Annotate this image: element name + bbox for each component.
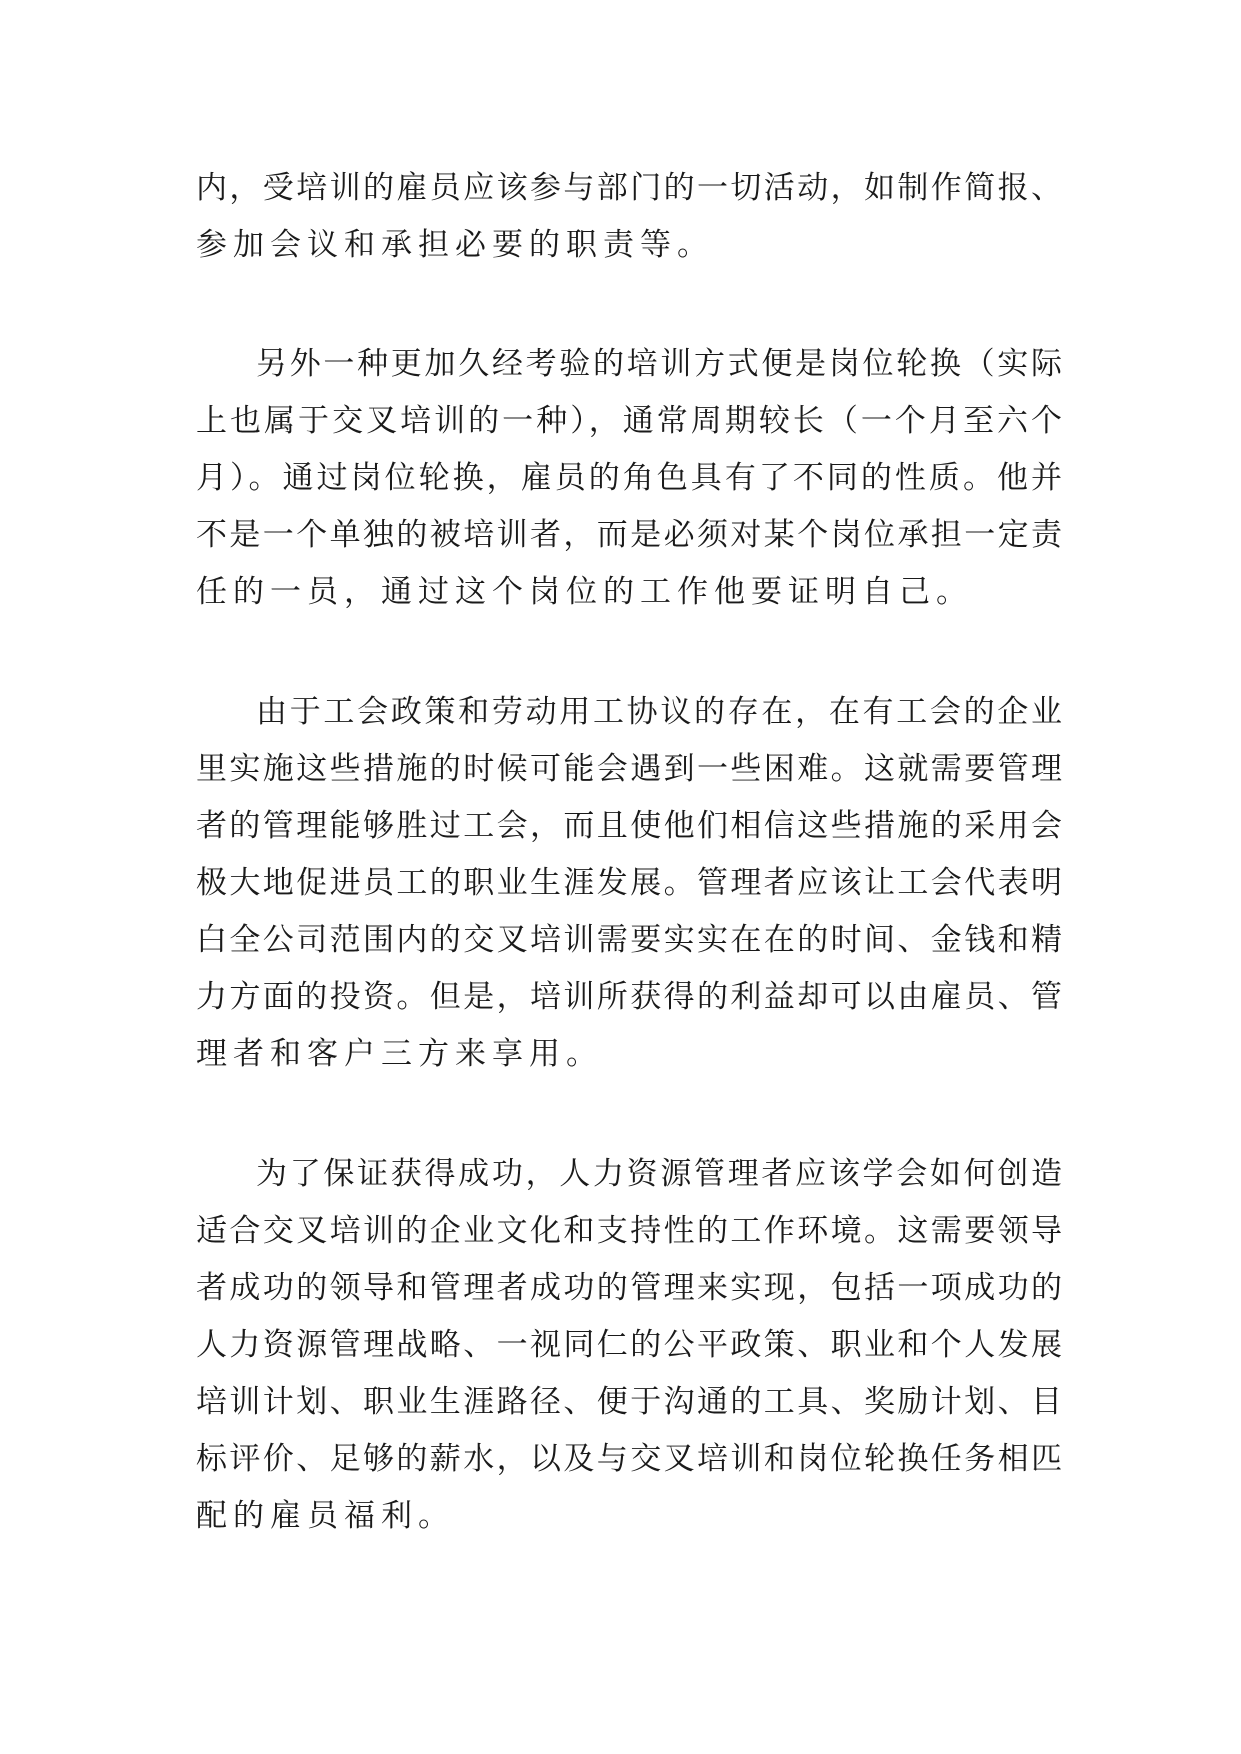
paragraph-3-line-2: 里实施这些措施的时候可能会遇到一些困难。这就需要管理 (196, 751, 1062, 787)
paragraph-3-line-6: 力方面的投资。但是，培训所获得的利益却可以由雇员、管 (196, 979, 1062, 1015)
paragraph-4-line-4: 人力资源管理战略、一视同仁的公平政策、职业和个人发展 (196, 1327, 1062, 1363)
paragraph-3-line-1: 由于工会政策和劳动用工协议的存在，在有工会的企业 (256, 694, 1062, 730)
paragraph-4-line-7: 配的雇员福利。 (196, 1498, 455, 1534)
paragraph-2-line-3: 月）。通过岗位轮换，雇员的角色具有了不同的性质。他并 (196, 460, 1062, 496)
paragraph-1-line-2: 参加会议和承担必要的职责等。 (196, 227, 714, 263)
paragraph-4-line-1: 为了保证获得成功，人力资源管理者应该学会如何创造 (256, 1156, 1062, 1192)
paragraph-4-line-6: 标评价、足够的薪水，以及与交叉培训和岗位轮换任务相匹 (196, 1441, 1062, 1477)
paragraph-4-line-5: 培训计划、职业生涯路径、便于沟通的工具、奖励计划、目 (196, 1384, 1062, 1420)
paragraph-3-line-4: 极大地促进员工的职业生涯发展。管理者应该让工会代表明 (196, 865, 1062, 901)
paragraph-3-line-7: 理者和客户三方来享用。 (196, 1036, 603, 1072)
paragraph-3-line-3: 者的管理能够胜过工会，而且使他们相信这些措施的采用会 (196, 808, 1062, 844)
paragraph-2-line-5: 任的一员，通过这个岗位的工作他要证明自己。 (196, 574, 973, 610)
paragraph-2-line-2: 上也属于交叉培训的一种），通常周期较长（一个月至六个 (196, 403, 1062, 439)
paragraph-1-line-1: 内，受培训的雇员应该参与部门的一切活动，如制作简报、 (196, 170, 1062, 206)
paragraph-4-line-3: 者成功的领导和管理者成功的管理来实现，包括一项成功的 (196, 1270, 1062, 1306)
paragraph-2-line-4: 不是一个单独的被培训者，而是必须对某个岗位承担一定责 (196, 517, 1062, 553)
paragraph-3-line-5: 白全公司范围内的交叉培训需要实实在在的时间、金钱和精 (196, 922, 1062, 958)
paragraph-4-line-2: 适合交叉培训的企业文化和支持性的工作环境。这需要领导 (196, 1213, 1062, 1249)
paragraph-2-line-1: 另外一种更加久经考验的培训方式便是岗位轮换（实际 (256, 346, 1062, 382)
